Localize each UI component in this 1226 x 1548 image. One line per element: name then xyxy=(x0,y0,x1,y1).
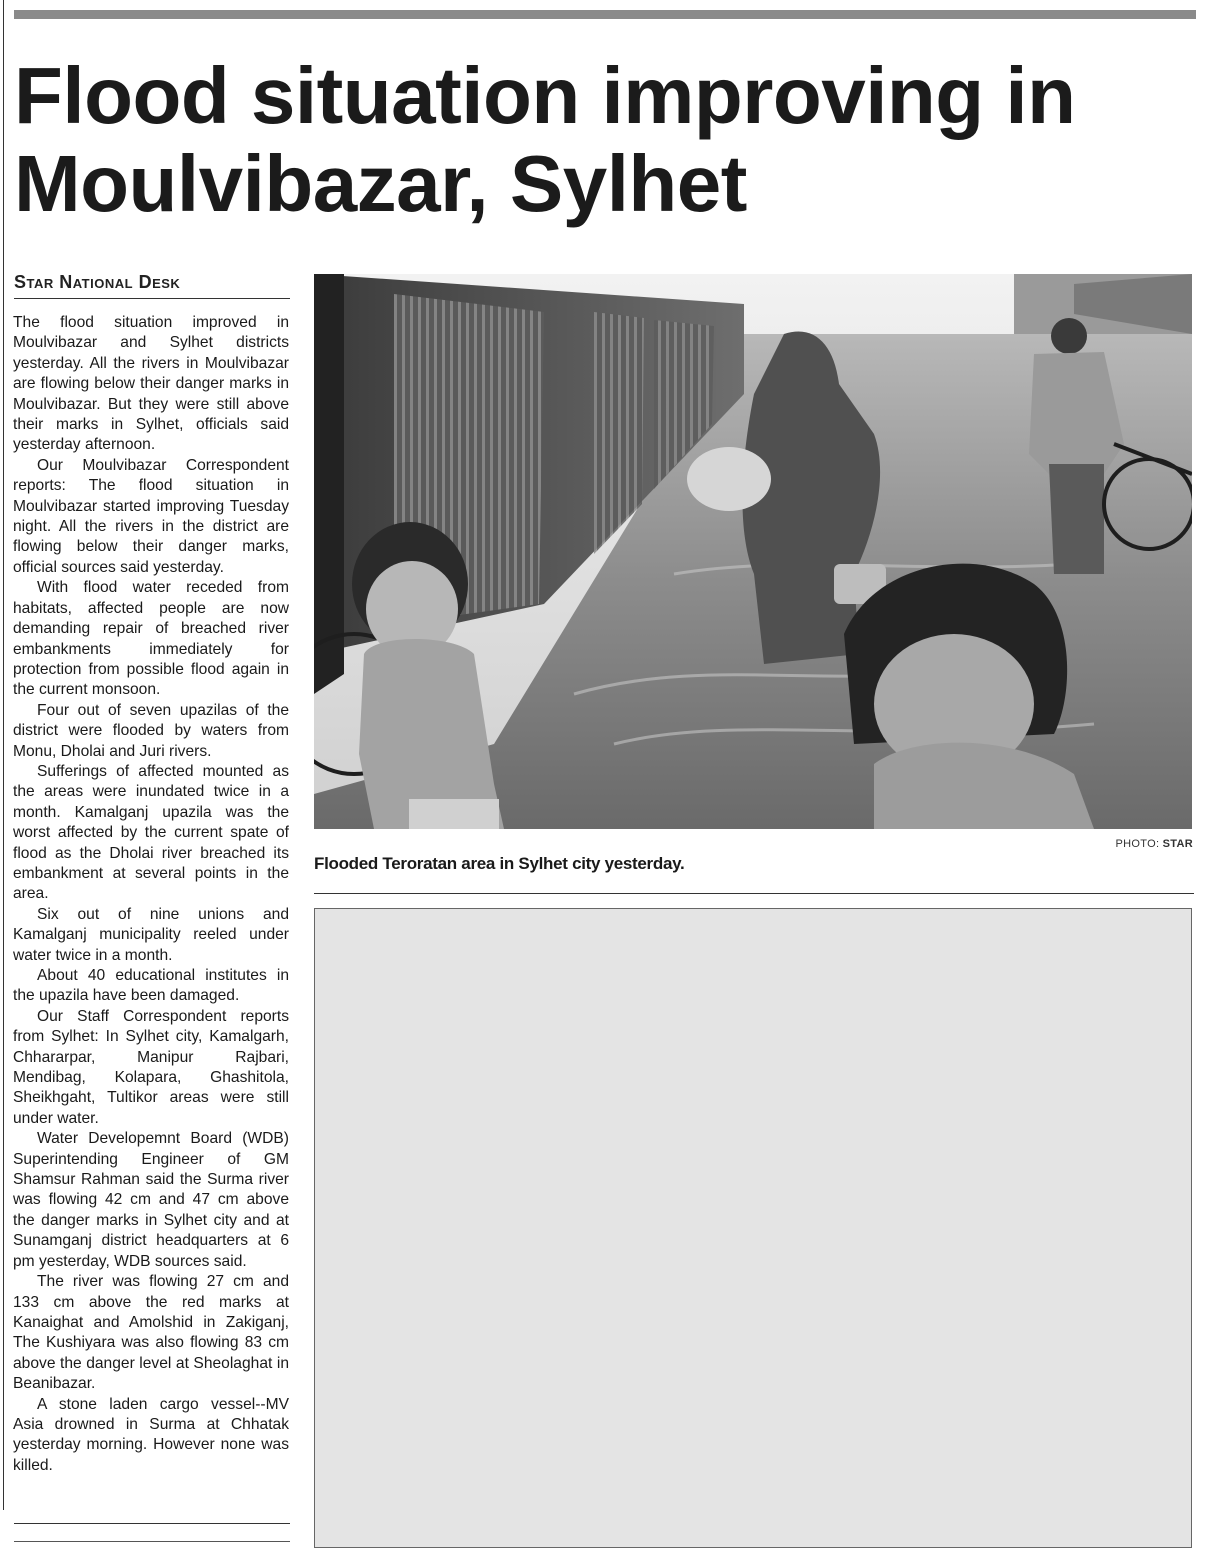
paragraph-10: The river was flowing 27 cm and 133 cm above the red marks at Kanaighat and Amolshid in Zakiganj, The Kushiyara was also flowing 83 cm above the danger level at Sheolaghat in Beanibazar. xyxy=(13,1273,289,1393)
advertisement-placeholder xyxy=(314,908,1192,1548)
paragraph-9: Water Developemnt Board (WDB) Superintending Engineer of GM Shamsur Rahman said the Surma river was flowing 42 cm and 47 cm above the danger marks in Sylhet city and at Sunamganj district headquarters at 6 pm yesterday, WDB sources said. xyxy=(13,1130,289,1270)
article-headline: Flood situation improving in Moulvibazar, Sylhet xyxy=(14,51,1076,228)
caption-rule xyxy=(314,893,1194,894)
byline-text: Star National Desk xyxy=(14,272,181,292)
column-end-rule-lower xyxy=(14,1541,290,1542)
photo-credit-source: STAR xyxy=(1162,838,1193,850)
paragraph-7: About 40 educational institutes in the upazila have been damaged. xyxy=(13,967,289,1005)
paragraph-3: With flood water receded from habitats, affected people are now demanding repair of breached river embankments immediately for protection from possible flood again in the current monsoon. xyxy=(13,579,289,699)
section-top-bar xyxy=(14,10,1196,19)
photo-credit-label: PHOTO: xyxy=(1115,838,1160,850)
paragraph-1: The flood situation improved in Moulvibazar and Sylhet districts yesterday. All the rivers in Moulvibazar are flowing below their danger marks in Moulvibazar. But they were still above their marks in Sylhet, officials said yesterday afternoon. xyxy=(13,314,289,454)
news-photo-flooded-street xyxy=(314,274,1192,829)
byline xyxy=(14,272,290,299)
paragraph-5: Sufferings of affected mounted as the areas were inundated twice in a month. Kamalganj upazila was the worst affected by the current spate of flood as the Dholai river breached its embankment at several points in the area. xyxy=(13,762,289,903)
photo-credit xyxy=(1116,838,1193,850)
paragraph-2: Our Moulvibazar Correspondent reports: The flood situation in Moulvibazar started improving Tuesday night. All the rivers in the district are flowing below their danger marks, official sources said yesterday. xyxy=(13,456,289,576)
page-left-rule xyxy=(3,0,4,1510)
article-body xyxy=(13,313,289,1476)
paragraph-4: Four out of seven upazilas of the district were flooded by waters from Monu, Dholai and Juri rivers. xyxy=(13,701,289,760)
column-end-rule xyxy=(14,1523,290,1524)
photo-caption: Flooded Teroratan area in Sylhet city yesterday. xyxy=(314,854,685,873)
paragraph-11: A stone laden cargo vessel--MV Asia drowned in Surma at Chhatak yesterday morning. However none was killed. xyxy=(13,1395,289,1474)
paragraph-6: Six out of nine unions and Kamalganj municipality reeled under water twice in a month. xyxy=(13,905,289,964)
paragraph-8: Our Staff Correspondent reports from Sylhet: In Sylhet city, Kamalgarh, Chhararpar, Manipur Rajbari, Mendibag, Kolapara, Ghashitola, Sheikhgaht, Tultikor areas were still under water. xyxy=(13,1007,289,1127)
